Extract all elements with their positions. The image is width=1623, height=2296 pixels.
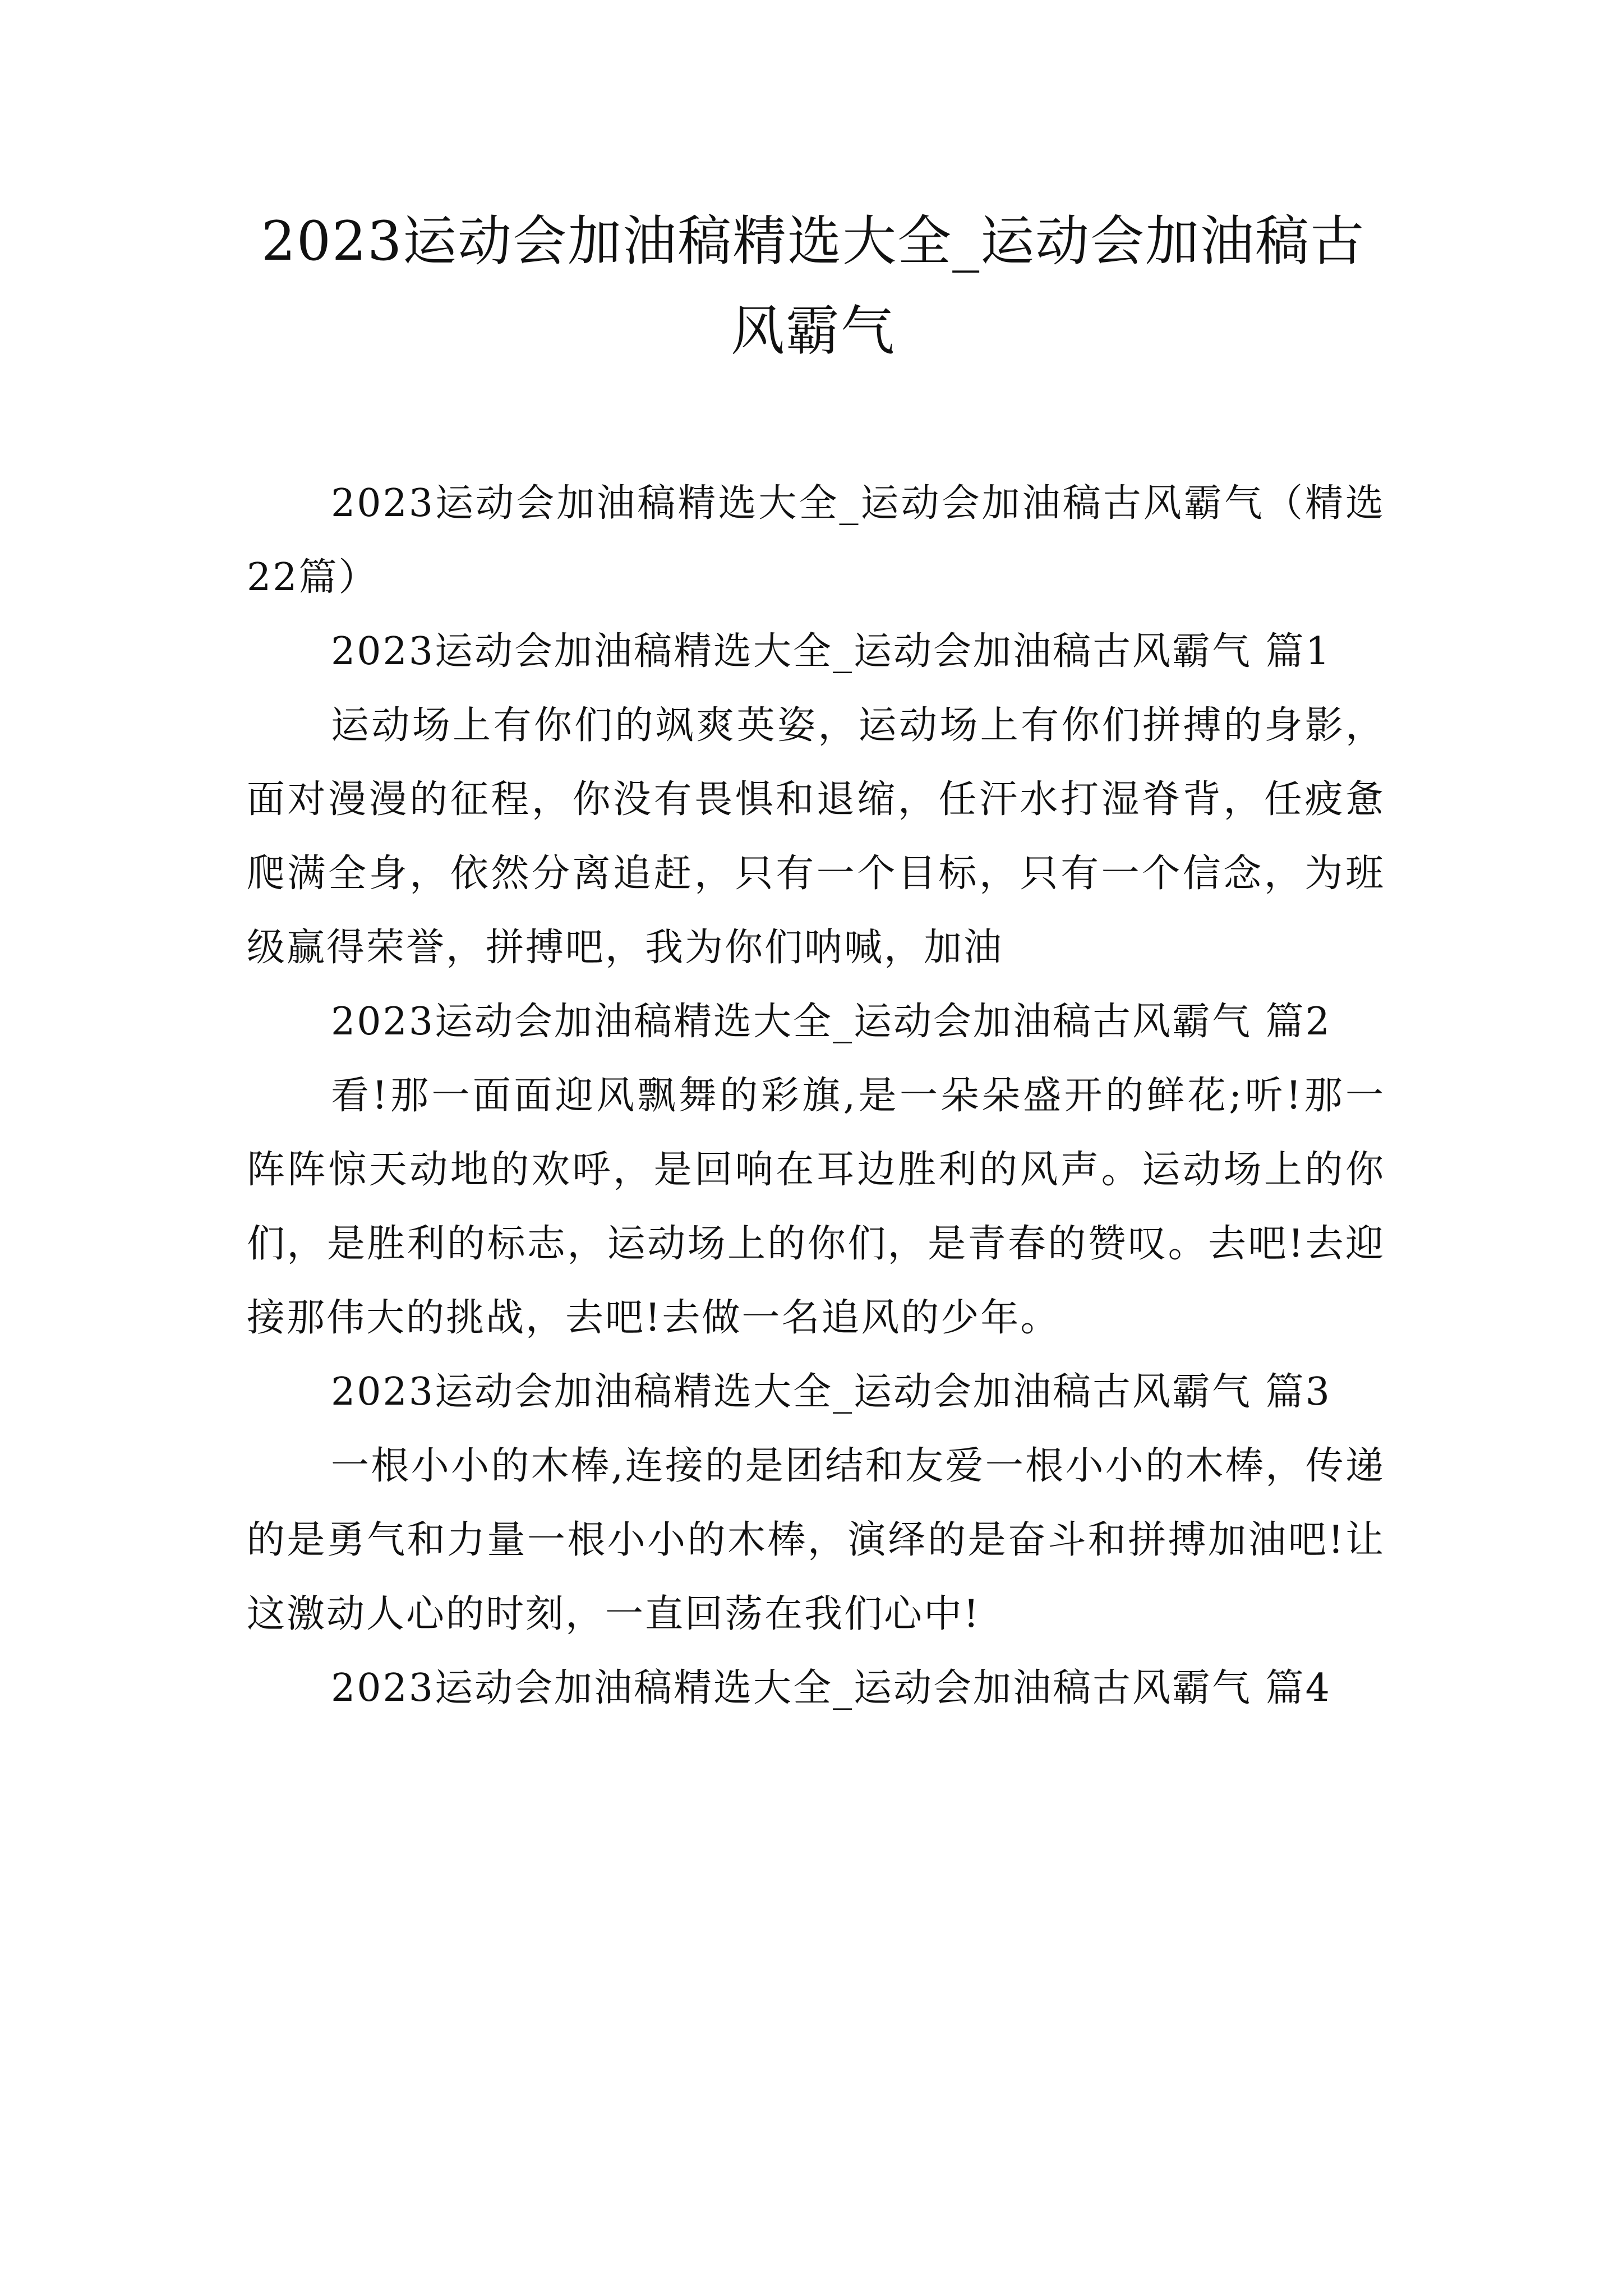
section-heading-2: 2023运动会加油稿精选大全_运动会加油稿古风霸气 篇2 (331, 1000, 1331, 1044)
section-body-2: 看!那一面面迎风飘舞的彩旗,是一朵朵盛开的鲜花;听!那一阵阵惊天动地的欢呼，是回响在耳边胜利的风声。运动场上的你们，是胜利的标志，运动场上的你们，是青春的赞叹。去吧!去迎接那伟大的挑战，去吧!去做一名追风的少年。 (247, 1074, 1385, 1340)
document-body (247, 467, 1385, 1726)
section-heading-1: 2023运动会加油稿精选大全_运动会加油稿古风霸气 篇1 (331, 629, 1331, 674)
section-body-3: 一根小小的木棒,连接的是团结和友爱一根小小的木棒，传递的是勇气和力量一根小小的木棒，演绎的是奋斗和拼搏加油吧!让这激动人心的时刻，一直回荡在我们心中! (247, 1444, 1385, 1636)
section-body-1: 运动场上有你们的飒爽英姿，运动场上有你们拼搏的身影，面对漫漫的征程，你没有畏惧和退缩，任汗水打湿脊背，任疲惫爬满全身，依然分离追赶，只有一个目标，只有一个信念，为班级赢得荣誉，拼搏吧，我为你们呐喊，加油 (247, 703, 1385, 970)
document-title: 2023运动会加油稿精选大全_运动会加油稿古风霸气 (261, 210, 1366, 362)
intro-paragraph: 2023运动会加油稿精选大全_运动会加油稿古风霸气（精选22篇） (247, 481, 1385, 600)
section-heading-4: 2023运动会加油稿精选大全_运动会加油稿古风霸气 篇4 (331, 1666, 1331, 1710)
section-heading-3: 2023运动会加油稿精选大全_运动会加油稿古风霸气 篇3 (331, 1370, 1331, 1414)
